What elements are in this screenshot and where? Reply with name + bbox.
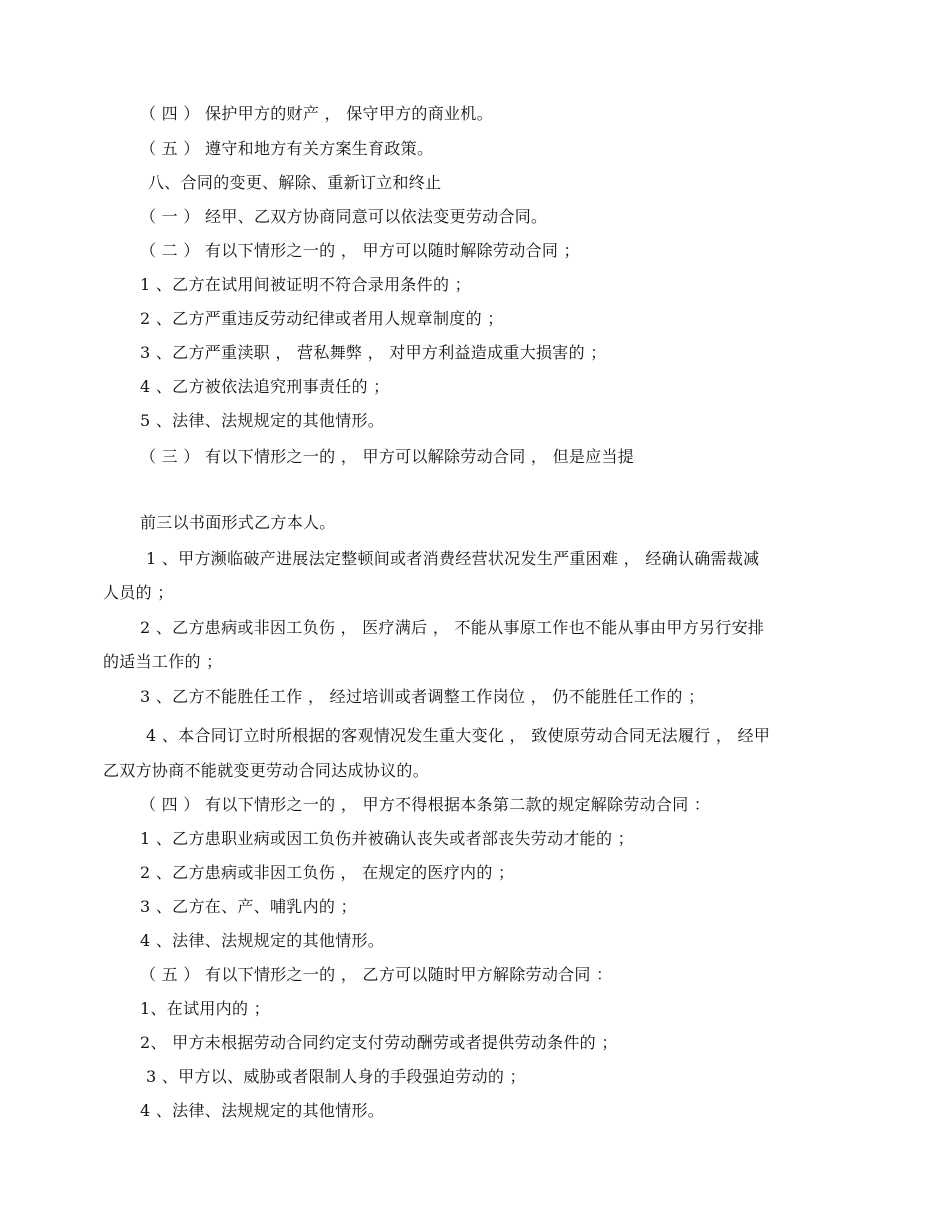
text-line: 1 、乙方患职业病或因工负伤并被确认丧失或者部丧失劳动才能的 ； <box>140 829 634 848</box>
text-line: （ 四 ） 保护甲方的财产 ， 保守甲方的商业机。 <box>140 104 493 123</box>
text-line: 的适当工作的 ； <box>103 652 223 671</box>
text-line: 2 、乙方患病或非因工负伤 ， 医疗满后 ， 不能从事原工作也不能从事由甲方另行安排 <box>140 618 765 637</box>
text-line: 2 、乙方严重违反劳动纪律或者用人规章制度的 ； <box>140 309 504 328</box>
text-line: 1、在试用内的 ； <box>140 999 270 1018</box>
text-line: 3 、甲方以、威胁或者限制人身的手段强迫劳动的 ； <box>146 1067 526 1086</box>
section-heading: 八、合同的变更、解除、重新订立和终止 <box>148 173 442 192</box>
text-line: （ 四 ） 有以下情形之一的 ， 甲方不得根据本条第二款的规定解除劳动合同 ： <box>140 795 711 814</box>
text-line: 前三以书面形式乙方本人。 <box>140 513 336 532</box>
text-line: 5 、法律、法规规定的其他情形。 <box>140 411 385 430</box>
text-line: 2、 甲方未根据劳动合同约定支付劳动酬劳或者提供劳动条件的 ； <box>140 1033 618 1052</box>
text-line: 人员的 ； <box>103 583 174 602</box>
text-line: 1 、甲方濒临破产进展法定整顿间或者消费经营状况发生严重困难 ， 经确认确需裁减 <box>146 549 760 568</box>
text-line: （ 二 ） 有以下情形之一的 ， 甲方可以随时解除劳动合同 ； <box>140 241 580 260</box>
text-line: （ 一 ） 经甲、乙双方协商同意可以依法变更劳动合同。 <box>140 207 548 226</box>
text-line: 3 、乙方不能胜任工作 ， 经过培训或者调整工作岗位 ， 仍不能胜任工作的 ； <box>140 687 705 706</box>
text-line: （ 五 ） 有以下情形之一的 ， 乙方可以随时甲方解除劳动合同 ： <box>140 965 613 984</box>
text-line: 3 、乙方严重渎职 ， 营私舞弊 ， 对甲方利益造成重大损害的 ； <box>140 343 607 362</box>
text-line: 乙双方协商不能就变更劳动合同达成协议的。 <box>103 761 430 780</box>
text-line: 3 、乙方在、产、哺乳内的 ； <box>140 897 357 916</box>
text-line: 4 、乙方被依法追究刑事责任的 ； <box>140 377 390 396</box>
text-line: 2 、乙方患病或非因工负伤 ， 在规定的医疗内的 ； <box>140 863 515 882</box>
text-line: （ 三 ） 有以下情形之一的 ， 甲方可以解除劳动合同 ， 但是应当提 <box>140 447 635 466</box>
text-line: 4 、法律、法规规定的其他情形。 <box>140 931 385 950</box>
text-line: 4 、本合同订立时所根据的客观情况发生重大变化 ， 致使原劳动合同无法履行 ， 经甲 <box>146 726 771 745</box>
text-line: 4 、法律、法规规定的其他情形。 <box>140 1101 385 1120</box>
text-line: 1 、乙方在试用间被证明不符合录用条件的 ； <box>140 275 471 294</box>
text-line: （ 五 ） 遵守和地方有关方案生育政策。 <box>140 139 434 158</box>
